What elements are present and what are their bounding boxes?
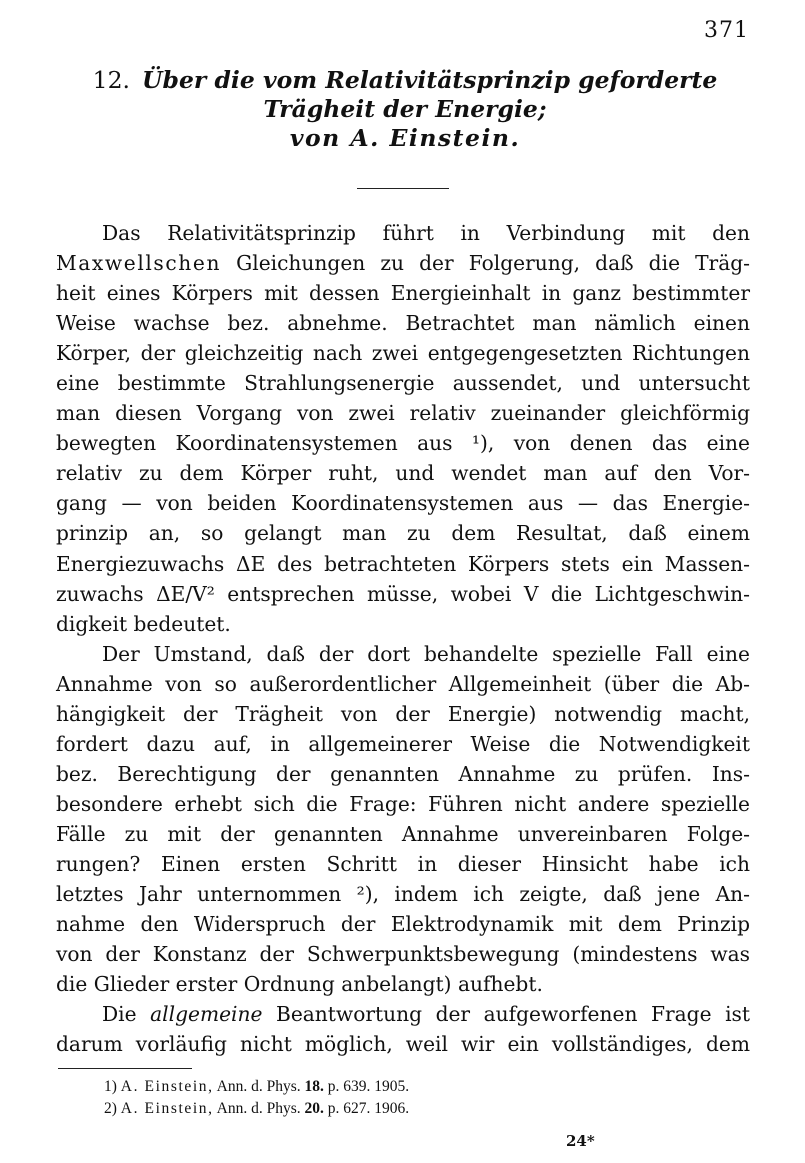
text-line: zuwachs ΔE/V² entsprechen müsse, wobei V die Lichtgeschwin-	[56, 581, 750, 606]
text-line: man diesen Vorgang von zwei relativ zueinander gleichförmig	[56, 401, 750, 426]
article-number: 12.	[92, 66, 131, 94]
footnote-1	[104, 1076, 409, 1098]
footnote-year: 1906.	[374, 1100, 410, 1117]
text-line: bewegten Koordinatensystemen aus ¹), von denen das eine	[56, 431, 750, 456]
text-line: relativ zu dem Körper ruht, und wendet man auf den Vor-	[56, 461, 750, 486]
text-line: darum vorläufig nicht möglich, weil wir ein vollständiges, dem	[56, 1032, 750, 1057]
author-line: von A. Einstein.	[289, 124, 521, 152]
text-line: die Glieder erster Ordnung anbelangt) aufhebt.	[56, 972, 543, 997]
text-line: Annahme von so außerordentlicher Allgemeinheit (über die Ab-	[56, 671, 750, 696]
footnote-author: A. Einstein,	[120, 1078, 214, 1095]
text-line: Körper, der gleichzeitig nach zwei entgegengesetzten Richtungen	[56, 341, 750, 366]
text-line: Maxwellschen Gleichungen zu der Folgerung, daß die Träg-	[56, 251, 750, 276]
text-line: eine bestimmte Strahlungsenergie aussendet, und untersucht	[56, 371, 750, 396]
text-line: hängigkeit der Trägheit von der Energie) notwendig macht,	[56, 701, 750, 726]
text-line: von der Konstanz der Schwerpunktsbewegung (mindestens was	[56, 942, 750, 967]
footnote-journal: Ann. d. Phys.	[216, 1100, 301, 1117]
footnote-2	[104, 1098, 409, 1120]
footnote-journal: Ann. d. Phys.	[216, 1078, 301, 1095]
title-line-1	[60, 66, 750, 95]
footnote-divider	[58, 1068, 192, 1069]
text-line: nahme den Widerspruch der Elektrodynamik mit dem Prinzip	[56, 912, 750, 937]
footnote-year: 1905.	[374, 1078, 410, 1095]
text-line: Die allgemeine Beantwortung der aufgeworfenen Frage ist	[102, 1002, 750, 1027]
text-line: fordert dazu auf, in allgemeinerer Weise die Notwendigkeit	[56, 731, 750, 756]
text-line: prinzip an, so gelangt man zu dem Resultat, daß einem	[56, 521, 750, 546]
article-title	[60, 66, 750, 153]
title-divider	[357, 188, 449, 189]
footnote-marker: 2)	[104, 1100, 117, 1117]
title-text-line-1: Über die vom Relativitätsprinzip geforderte	[142, 66, 718, 94]
footnote-page: p. 627.	[327, 1100, 371, 1117]
page-number: 371	[704, 18, 749, 43]
text-line: gang — von beiden Koordinatensystemen aus — das Energie-	[56, 491, 750, 516]
text-line: Der Umstand, daß der dort behandelte spezielle Fall eine	[102, 641, 750, 666]
text-line: heit eines Körpers mit dessen Energieinhalt in ganz bestimmter	[56, 281, 750, 306]
text-line: bez. Berechtigung der genannten Annahme zu prüfen. Ins-	[56, 761, 750, 786]
text-line: rungen? Einen ersten Schritt in dieser Hinsicht habe ich	[56, 851, 750, 876]
text-line: letztes Jahr unternommen ²), indem ich zeigte, daß jene An-	[56, 882, 750, 907]
footnote-volume: 20.	[304, 1100, 324, 1117]
title-line-2: Trägheit der Energie;	[263, 95, 547, 123]
text-line: besondere erhebt sich die Frage: Führen nicht andere spezielle	[56, 791, 750, 816]
footnotes	[104, 1076, 409, 1120]
footnote-author: A. Einstein,	[120, 1100, 214, 1117]
text-line: Das Relativitätsprinzip führt in Verbindung mit den	[102, 221, 750, 245]
signature-mark: 24*	[566, 1132, 595, 1150]
text-line: Weise wachse bez. abnehme. Betrachtet man nämlich einen	[56, 311, 750, 336]
text-line: Fälle zu mit der genannten Annahme unvereinbaren Folge-	[56, 821, 750, 846]
footnote-page: p. 639.	[327, 1078, 371, 1095]
article-body	[56, 218, 750, 1059]
text-line: Energiezuwachs ΔE des betrachteten Körpers stets ein Massen-	[56, 551, 750, 576]
footnote-volume: 18.	[304, 1078, 324, 1095]
text-line: digkeit bedeutet.	[56, 611, 231, 636]
footnote-marker: 1)	[104, 1078, 117, 1095]
